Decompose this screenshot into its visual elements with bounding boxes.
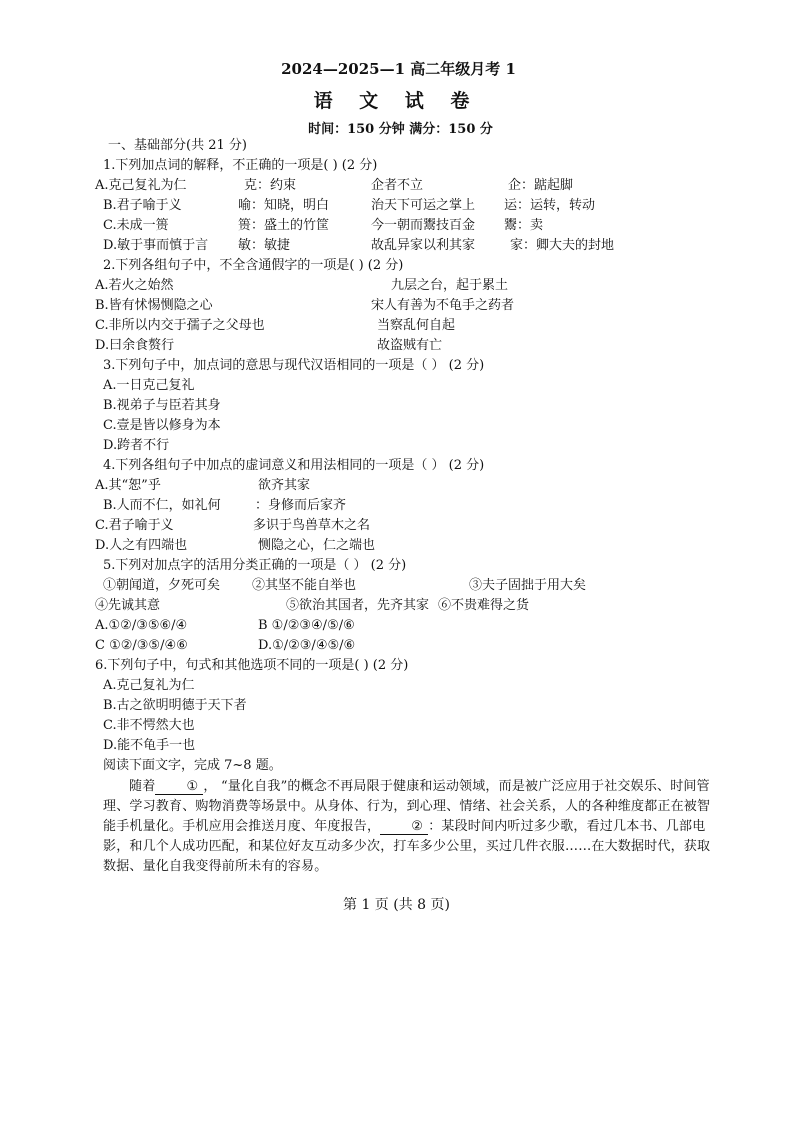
q4-a-2: 欲齐其家 <box>258 478 311 493</box>
q6-option-b: B.古之欲明明德于天下者 <box>103 698 247 713</box>
q4-b-2: ：身修而后家齐 <box>255 498 347 513</box>
q6-option-a: A.克己复礼为仁 <box>103 678 195 693</box>
q5-stem: 5.下列对加点字的活用分类正确的一项是（ ） (2 分) <box>103 558 407 573</box>
q1-d-gloss: 敏：敏捷 <box>238 238 291 253</box>
q1-a-gloss2: 企：踮起脚 <box>508 178 574 193</box>
q1-c-sentence2: 今一朝而鬻技百金 <box>371 218 476 233</box>
q2-a-1: A.若火之始然 <box>95 278 174 293</box>
q5-item-4: ④先诚其意 <box>95 598 161 613</box>
blank-1: ① <box>155 779 203 795</box>
passage-middle: ， “量化自我”的概念不再局限于健康和运动领域，而是被广泛应用于社交娱乐、时间管理、学习教育、购物消费等场景中。从身体、行为，到心理、情绪、社会关系，人的各种维度都正在被智能手机量化。手机应用会推送月度、年度报告， <box>103 779 711 834</box>
q1-b-gloss: 喻：知晓，明白 <box>238 198 330 213</box>
q1-a-gloss: 克：约束 <box>244 178 297 193</box>
q4-stem: 4.下列各组句子中加点的虚词意义和用法相同的一项是（ ） (2 分) <box>103 458 485 473</box>
q2-b-1: B.皆有怵惕恻隐之心 <box>95 298 213 313</box>
q5-option-d: D.①/②③/④⑤/⑥ <box>258 638 356 653</box>
q5-item-5: ⑤欲治其国者，先齐其家 <box>286 598 430 613</box>
q4-c-1: C.君子喻于义 <box>95 518 174 533</box>
q4-a-1: A.其“恕”乎 <box>95 478 161 493</box>
q3-option-a: A.一日克己复礼 <box>103 378 195 393</box>
q4-d-2: 恻隐之心，仁之端也 <box>258 538 376 553</box>
page-title: 语 文 试 卷 <box>313 90 480 112</box>
q1-d-sentence2: 故乱异家以利其家 <box>371 238 476 253</box>
q1-b-sentence: B.君子喻于义 <box>103 198 182 213</box>
exam-line: 2024—2025—1 高二年级月考 1 <box>281 60 516 78</box>
reading-intro: 阅读下面文字，完成 7~8 题。 <box>103 758 282 773</box>
q4-d-1: D.人之有四端也 <box>95 538 188 553</box>
q5-option-b: B ①/②③④/⑤/⑥ <box>258 618 355 633</box>
q2-d-1: D.曰余食赘行 <box>95 338 175 353</box>
q6-option-c: C.非不愕然大也 <box>103 718 195 733</box>
q5-item-3: ③夫子固拙于用大矣 <box>469 578 587 593</box>
q1-a-sentence2: 企者不立 <box>371 178 424 193</box>
q2-c-2: 当察乱何自起 <box>377 318 456 333</box>
q5-item-1: ①朝闻道，夕死可矣 <box>103 578 221 593</box>
q5-item-2: ②其坚不能自举也 <box>252 578 357 593</box>
q1-c-gloss2: 鬻：卖 <box>504 218 544 233</box>
q6-stem: 6.下列句子中，句式和其他选项不同的一项是( ) (2 分) <box>95 658 409 673</box>
time-score: 时间：150 分钟 满分：150 分 <box>308 122 493 137</box>
q1-a-sentence: A.克己复礼为仁 <box>95 178 187 193</box>
section-heading: 一、基础部分(共 21 分) <box>108 138 247 153</box>
passage-end: ：某段时间内听过多少歌，看过几本书、几部电影，和几个人成功匹配，和某位好友互动多少次，打车多少公里，买过几件衣服……在大数据时代，获取数据、量化自我变得前所未有的容易。 <box>103 819 711 874</box>
q4-b-1: B.人而不仁，如礼何 <box>103 498 221 513</box>
page-footer: 第 1 页 (共 8 页) <box>343 897 450 913</box>
q5-item-6: ⑥不贵难得之货 <box>438 598 530 613</box>
q1-d-sentence: D.敏于事而慎于言 <box>103 238 209 253</box>
q5-option-c: C ①②/③⑤/④⑥ <box>95 638 188 653</box>
q6-option-d: D.能不龟手一也 <box>103 738 196 753</box>
q2-d-2: 故盗贼有亡 <box>377 338 443 353</box>
q1-d-gloss2: 家：卿大夫的封地 <box>510 238 615 253</box>
blank-2: ② <box>380 819 428 835</box>
q3-stem: 3.下列句子中，加点词的意思与现代汉语相同的一项是（ ） (2 分) <box>103 358 485 373</box>
q3-option-d: D.跨者不行 <box>103 438 170 453</box>
passage-start: 随着 <box>129 779 156 794</box>
q3-option-b: B.视弟子与臣若其身 <box>103 398 221 413</box>
q1-b-sentence2: 治天下可运之掌上 <box>371 198 476 213</box>
q3-option-c: C.壹是皆以修身为本 <box>103 418 221 433</box>
reading-passage <box>103 777 715 877</box>
q2-a-2: 九层之台，起于累土 <box>391 278 509 293</box>
q1-stem: 1.下列加点词的解释，不正确的一项是( ) (2 分) <box>103 158 378 173</box>
q2-c-1: C.非所以内交于孺子之父母也 <box>95 318 265 333</box>
q1-b-gloss2: 运：运转，转动 <box>504 198 596 213</box>
q4-c-2: 多识于鸟兽草木之名 <box>253 518 371 533</box>
q2-b-2: 宋人有善为不龟手之药者 <box>371 298 515 313</box>
q5-option-a: A.①②/③⑤⑥/④ <box>95 618 188 633</box>
q1-c-gloss: 篑：盛土的竹筐 <box>238 218 330 233</box>
q1-c-sentence: C.未成一篑 <box>103 218 169 233</box>
q2-stem: 2.下列各组句子中，不全含通假字的一项是( ) (2 分) <box>103 258 404 273</box>
